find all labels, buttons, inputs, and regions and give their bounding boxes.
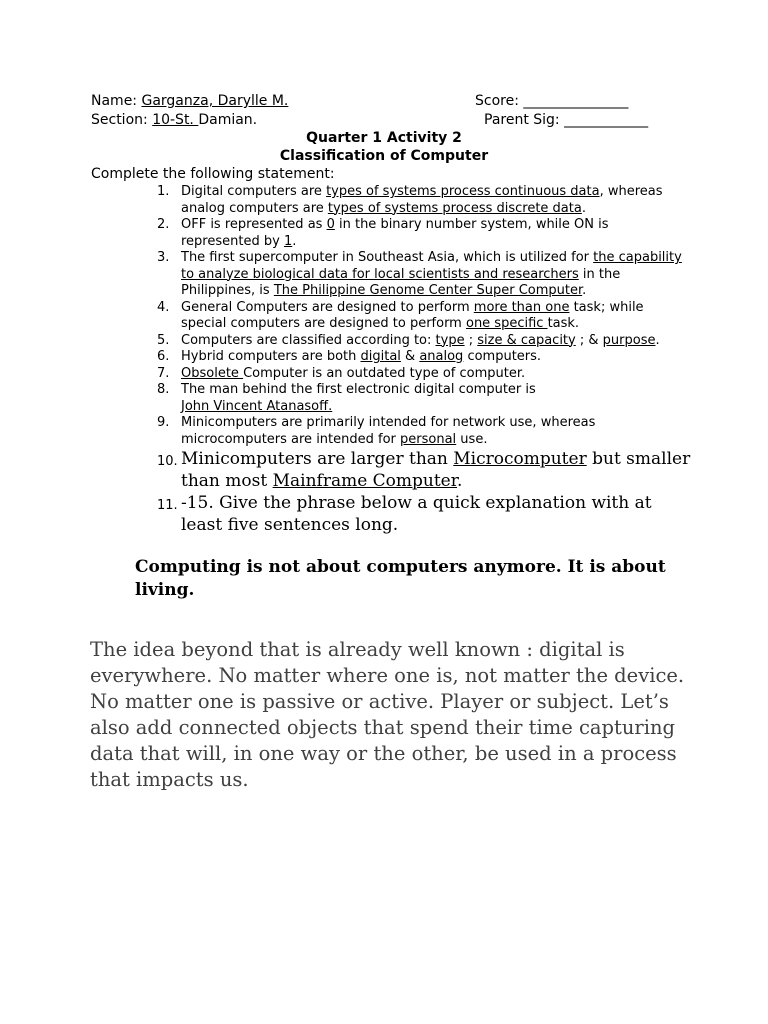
list-item [91, 349, 691, 366]
item-number: 4. [157, 299, 170, 315]
answer-text: 0 [326, 217, 335, 232]
item-text: OFF is represented as [181, 217, 327, 232]
item-text: & [400, 349, 420, 364]
parent-sig-blank: ____________ [564, 112, 649, 128]
item-text: computers. [463, 349, 542, 364]
activity-subtitle: Classification of Computer [279, 148, 489, 164]
name-label: Name: [91, 93, 142, 109]
answer-text: types of systems process discrete data [327, 200, 582, 216]
question-list [91, 184, 691, 536]
item-text: in the binary number system, while ON is represented by [181, 217, 609, 249]
answer-text: the capability to analyze biological data for local scientists and researchers [181, 250, 682, 282]
answer-text: digital [360, 349, 401, 364]
activity-title: Quarter 1 Activity 2 [306, 130, 462, 146]
item-text: -15. Give the phrase below a quick explanation with at least five sentences long. [181, 493, 652, 535]
item-text: Minicomputers are primarily intended for network use, whereas microcomputers are intended for [181, 415, 596, 447]
item-number: 7. [157, 365, 170, 381]
item-text: in the Philippines, is [181, 266, 621, 298]
score-line [475, 92, 628, 111]
answer-text: John Vincent Atanasoff. [181, 398, 333, 414]
item-text: use. [456, 431, 488, 447]
name-line [91, 92, 288, 111]
list-item [91, 492, 691, 536]
score-blank: _______________ [523, 93, 629, 109]
answer-text: analog [419, 349, 464, 364]
item-number: 10. [157, 454, 178, 469]
item-number: 5. [157, 332, 170, 348]
list-item [91, 415, 691, 448]
item-text: task; while special computers are designed to perform [181, 299, 644, 331]
list-item [91, 184, 691, 217]
item-number: 9. [157, 415, 170, 430]
score-label: Score: [475, 93, 524, 109]
answer-text: The Philippine Genome Center Super Computer [273, 283, 583, 298]
list-item [91, 250, 691, 300]
item-text: . [582, 283, 587, 298]
student-name: Garganza, Darylle M. [141, 93, 289, 109]
item-text: Digital computers are [181, 184, 327, 199]
answer-text: one specific [465, 316, 548, 331]
item-text: The man behind the first electronic digital computer is [181, 382, 536, 397]
list-item [91, 448, 691, 492]
item-text: ; & [575, 332, 603, 348]
item-number: 11. [157, 498, 178, 513]
item-number: 3. [157, 250, 170, 265]
answer-text: types of systems process continuous data [326, 184, 600, 199]
item-text: The first supercomputer in Southeast Asia, which is utilized for [181, 250, 594, 265]
item-text: but smaller than most [181, 449, 691, 491]
item-text: Hybrid computers are both [181, 349, 361, 364]
list-item [91, 217, 691, 250]
item-text: . [457, 471, 463, 491]
list-item [91, 333, 691, 350]
answer-text: personal [400, 431, 457, 447]
answer-text: type [435, 332, 465, 348]
item-text: task. [547, 316, 580, 331]
item-text: General Computers are designed to perform [181, 299, 474, 315]
instructions: Complete the following statement: [91, 166, 335, 182]
section-label: Section: [91, 112, 153, 128]
answer-text: more than one [473, 299, 570, 315]
answer-text: Microcomputer [453, 449, 587, 469]
item-text: . [655, 332, 660, 348]
quote-phrase: Computing is not about computers anymore. It is about living. [135, 557, 666, 600]
item-number: 8. [157, 382, 170, 397]
section-line [91, 111, 257, 130]
item-number: 1. [157, 184, 170, 199]
answer-text: Mainframe Computer [272, 471, 458, 491]
list-item [91, 366, 691, 383]
section-rest: Damian. [198, 112, 258, 128]
section-value: 10-St. [152, 112, 199, 128]
answer-text: purpose [602, 332, 656, 348]
item-text: Minicomputers are larger than [181, 449, 454, 469]
item-text: ; [464, 332, 478, 348]
parent-sig-line [484, 111, 648, 130]
item-text: Computers are classified according to: [181, 332, 436, 348]
list-item [91, 382, 691, 415]
item-text: . [292, 233, 297, 249]
answer-paragraph: The idea beyond that is already well known : digital is everywhere. No matter where one is, not matter the device. No matter one is passive or active. Player or subject. Let’s also add connected objects that spend their time capturing data that will, in one way or the other, be used in a process that impacts us. [90, 638, 685, 791]
list-item [91, 300, 691, 333]
answer-text: 1 [283, 233, 293, 249]
answer-text: Obsolete [181, 365, 244, 381]
item-number: 2. [157, 217, 170, 232]
item-text: . [581, 200, 586, 216]
item-text: , whereas analog computers are [181, 184, 663, 216]
answer-text: size & capacity [477, 332, 576, 348]
item-text: Computer is an outdated type of computer. [243, 365, 526, 381]
parent-sig-label: Parent Sig: [484, 112, 565, 128]
item-number: 6. [157, 349, 170, 364]
